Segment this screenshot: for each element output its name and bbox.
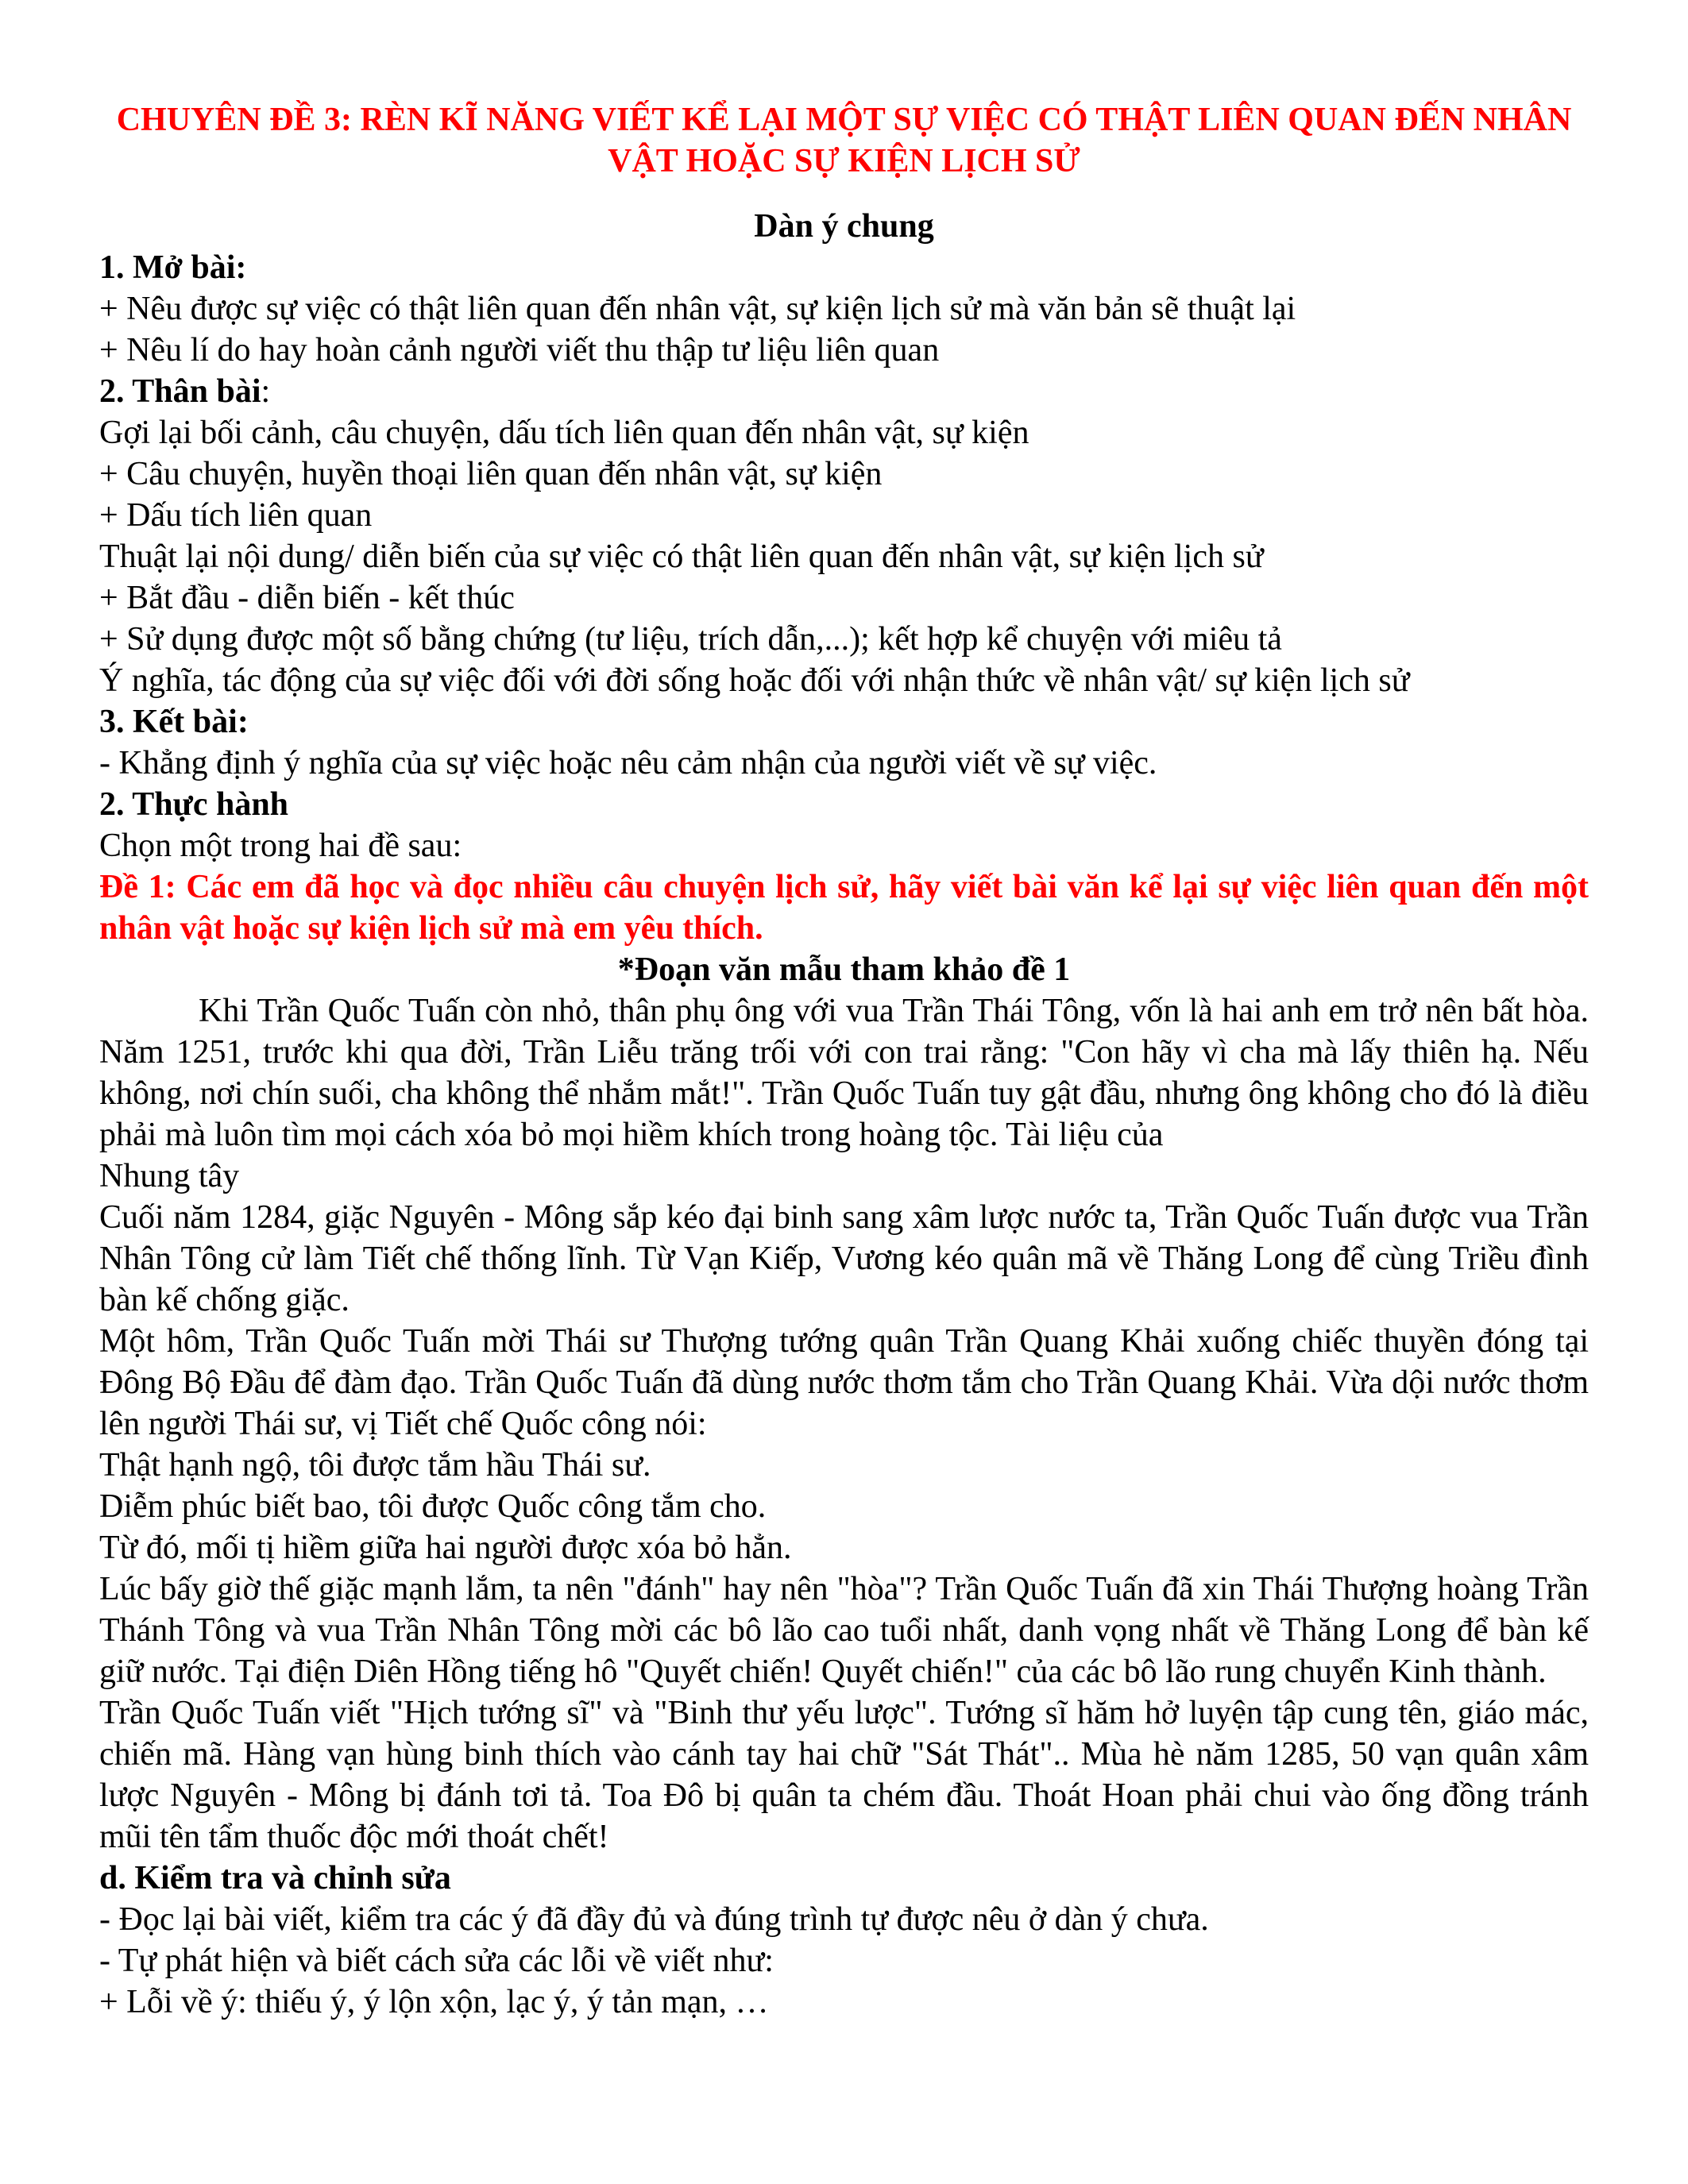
- ket-bai-item-1: - Khẳng định ý nghĩa của sự việc hoặc nêu cảm nhận của người viết về sự việc.: [99, 745, 1157, 781]
- than-bai-heading-line: [99, 371, 1589, 412]
- mo-bai-item-1: + Nêu được sự việc có thật liên quan đến nhân vật, sự kiện lịch sử mà văn bản sẽ thuật lại: [99, 291, 1296, 327]
- than-bai-item-7: Ý nghĩa, tác động của sự việc đối với đời sống hoặc đối với nhận thức về nhân vật/ sự kiện lịch sử: [99, 662, 1410, 699]
- document-title: CHUYÊN ĐỀ 3: RÈN KĨ NĂNG VIẾT KỂ LẠI MỘT SỰ VIỆC CÓ THẬT LIÊN QUAN ĐẾN NHÂN VẬT HOẶC SỰ KIỆN LỊCH SỬ: [116, 102, 1572, 179]
- practice-heading: 2. Thực hành: [99, 786, 289, 823]
- than-bai-item-5: + Bắt đầu - diễn biến - kết thúc: [99, 580, 515, 616]
- sample-paragraph-3: Một hôm, Trần Quốc Tuấn mời Thái sư Thượng tướng quân Trần Quang Khải xuống chiếc thuyền đóng tại Đông Bộ Đầu để đàm đạo. Trần Quốc Tuấn đã dùng nước thơm tắm cho Trần Quang Khải. Vừa dội nước thơm lên người Thái sư, vị Tiết chế Quốc công nói:: [99, 1323, 1589, 1442]
- than-bai-item-1: Gợi lại bối cảnh, câu chuyện, dấu tích liên quan đến nhân vật, sự kiện: [99, 415, 1029, 451]
- document-page: [99, 99, 1589, 2023]
- sample-paragraph-2: Cuối năm 1284, giặc Nguyên - Mông sắp kéo đại binh sang xâm lược nước ta, Trần Quốc Tuấn được vua Trần Nhân Tông cử làm Tiết chế thống lĩnh. Từ Vạn Kiếp, Vương kéo quân mã về Thăng Long để cùng Triều đình bàn kế chống giặc.: [99, 1199, 1589, 1318]
- than-bai-colon: :: [261, 373, 271, 410]
- check-item-2: - Tự phát hiện và biết cách sửa các lỗi về viết như:: [99, 1943, 774, 1979]
- than-bai-item-4: Thuật lại nội dung/ diễn biến của sự việc có thật liên quan đến nhân vật, sự kiện lịch sử: [99, 538, 1264, 575]
- sample-paragraph-4: Thật hạnh ngộ, tôi được tắm hầu Thái sư.: [99, 1447, 651, 1484]
- topic-1-prompt: Đề 1: Các em đã học và đọc nhiều câu chuyện lịch sử, hãy viết bài văn kể lại sự việc liên quan đến một nhân vật hoặc sự kiện lịch sử mà em yêu thích.: [99, 869, 1589, 947]
- ket-bai-heading: 3. Kết bài:: [99, 704, 249, 740]
- sample-paragraph-1-tail: Nhung tây: [99, 1158, 240, 1194]
- check-heading: d. Kiểm tra và chỉnh sửa: [99, 1860, 451, 1897]
- than-bai-item-2: + Câu chuyện, huyền thoại liên quan đến nhân vật, sự kiện: [99, 456, 883, 492]
- sample-paragraph-7: Lúc bấy giờ thế giặc mạnh lắm, ta nên "đánh" hay nên "hòa"? Trần Quốc Tuấn đã xin Thái Thượng hoàng Trần Thánh Tông và vua Trần Nhân Tông mời các bô lão cao tuổi nhất, danh vọng nhất về Thăng Long để bàn kế giữ nước. Tại điện Diên Hồng tiếng hô "Quyết chiến! Quyết chiến!" của các bô lão rung chuyển Kinh thành.: [99, 1571, 1589, 1690]
- than-bai-heading: 2. Thân bài: [99, 373, 261, 410]
- sample-paragraph-8: Trần Quốc Tuấn viết "Hịch tướng sĩ" và "Binh thư yếu lược". Tướng sĩ hăm hở luyện tập cung tên, giáo mác, chiến mã. Hàng vạn hùng binh thích vào cánh tay hai chữ "Sát Thát".. Mùa hè năm 1285, 50 vạn quân xâm lược Nguyên - Mông bị đánh tơi tả. Toa Đô bị quân ta chém đầu. Thoát Hoan phải chui vào ống đồng tránh mũi tên tẩm thuốc độc mới thoát chết!: [99, 1695, 1589, 1855]
- sample-heading: *Đoạn văn mẫu tham khảo đề 1: [617, 951, 1071, 988]
- than-bai-item-6: + Sử dụng được một số bằng chứng (tư liệu, trích dẫn,...); kết hợp kể chuyện với miêu tả: [99, 621, 1282, 658]
- sample-paragraph-1: Khi Trần Quốc Tuấn còn nhỏ, thân phụ ông với vua Trần Thái Tông, vốn là hai anh em trở nên bất hòa. Năm 1251, trước khi qua đời, Trần Liễu trăng trối với con trai rằng: "Con hãy vì cha mà lấy thiên hạ. Nếu không, nơi chín suối, cha không thể nhắm mắt!". Trần Quốc Tuấn tuy gật đầu, nhưng ông không cho đó là điều phải mà luôn tìm mọi cách xóa bỏ mọi hiềm khích trong hoàng tộc. Tài liệu của: [99, 993, 1589, 1153]
- sample-paragraph-6: Từ đó, mối tị hiềm giữa hai người được xóa bỏ hẳn.: [99, 1530, 792, 1566]
- than-bai-item-3: + Dấu tích liên quan: [99, 497, 373, 534]
- mo-bai-heading: 1. Mở bài:: [99, 249, 247, 286]
- mo-bai-item-2: + Nêu lí do hay hoàn cảnh người viết thu thập tư liệu liên quan: [99, 332, 940, 369]
- check-item-1: - Đọc lại bài viết, kiểm tra các ý đã đầy đủ và đúng trình tự được nêu ở dàn ý chưa.: [99, 1901, 1209, 1938]
- practice-intro: Chọn một trong hai đề sau:: [99, 828, 462, 864]
- sample-paragraph-5: Diễm phúc biết bao, tôi được Quốc công tắm cho.: [99, 1488, 767, 1525]
- check-item-3: + Lỗi về ý: thiếu ý, ý lộn xộn, lạc ý, ý tản mạn, …: [99, 1984, 769, 2020]
- outline-heading: Dàn ý chung: [754, 208, 934, 245]
